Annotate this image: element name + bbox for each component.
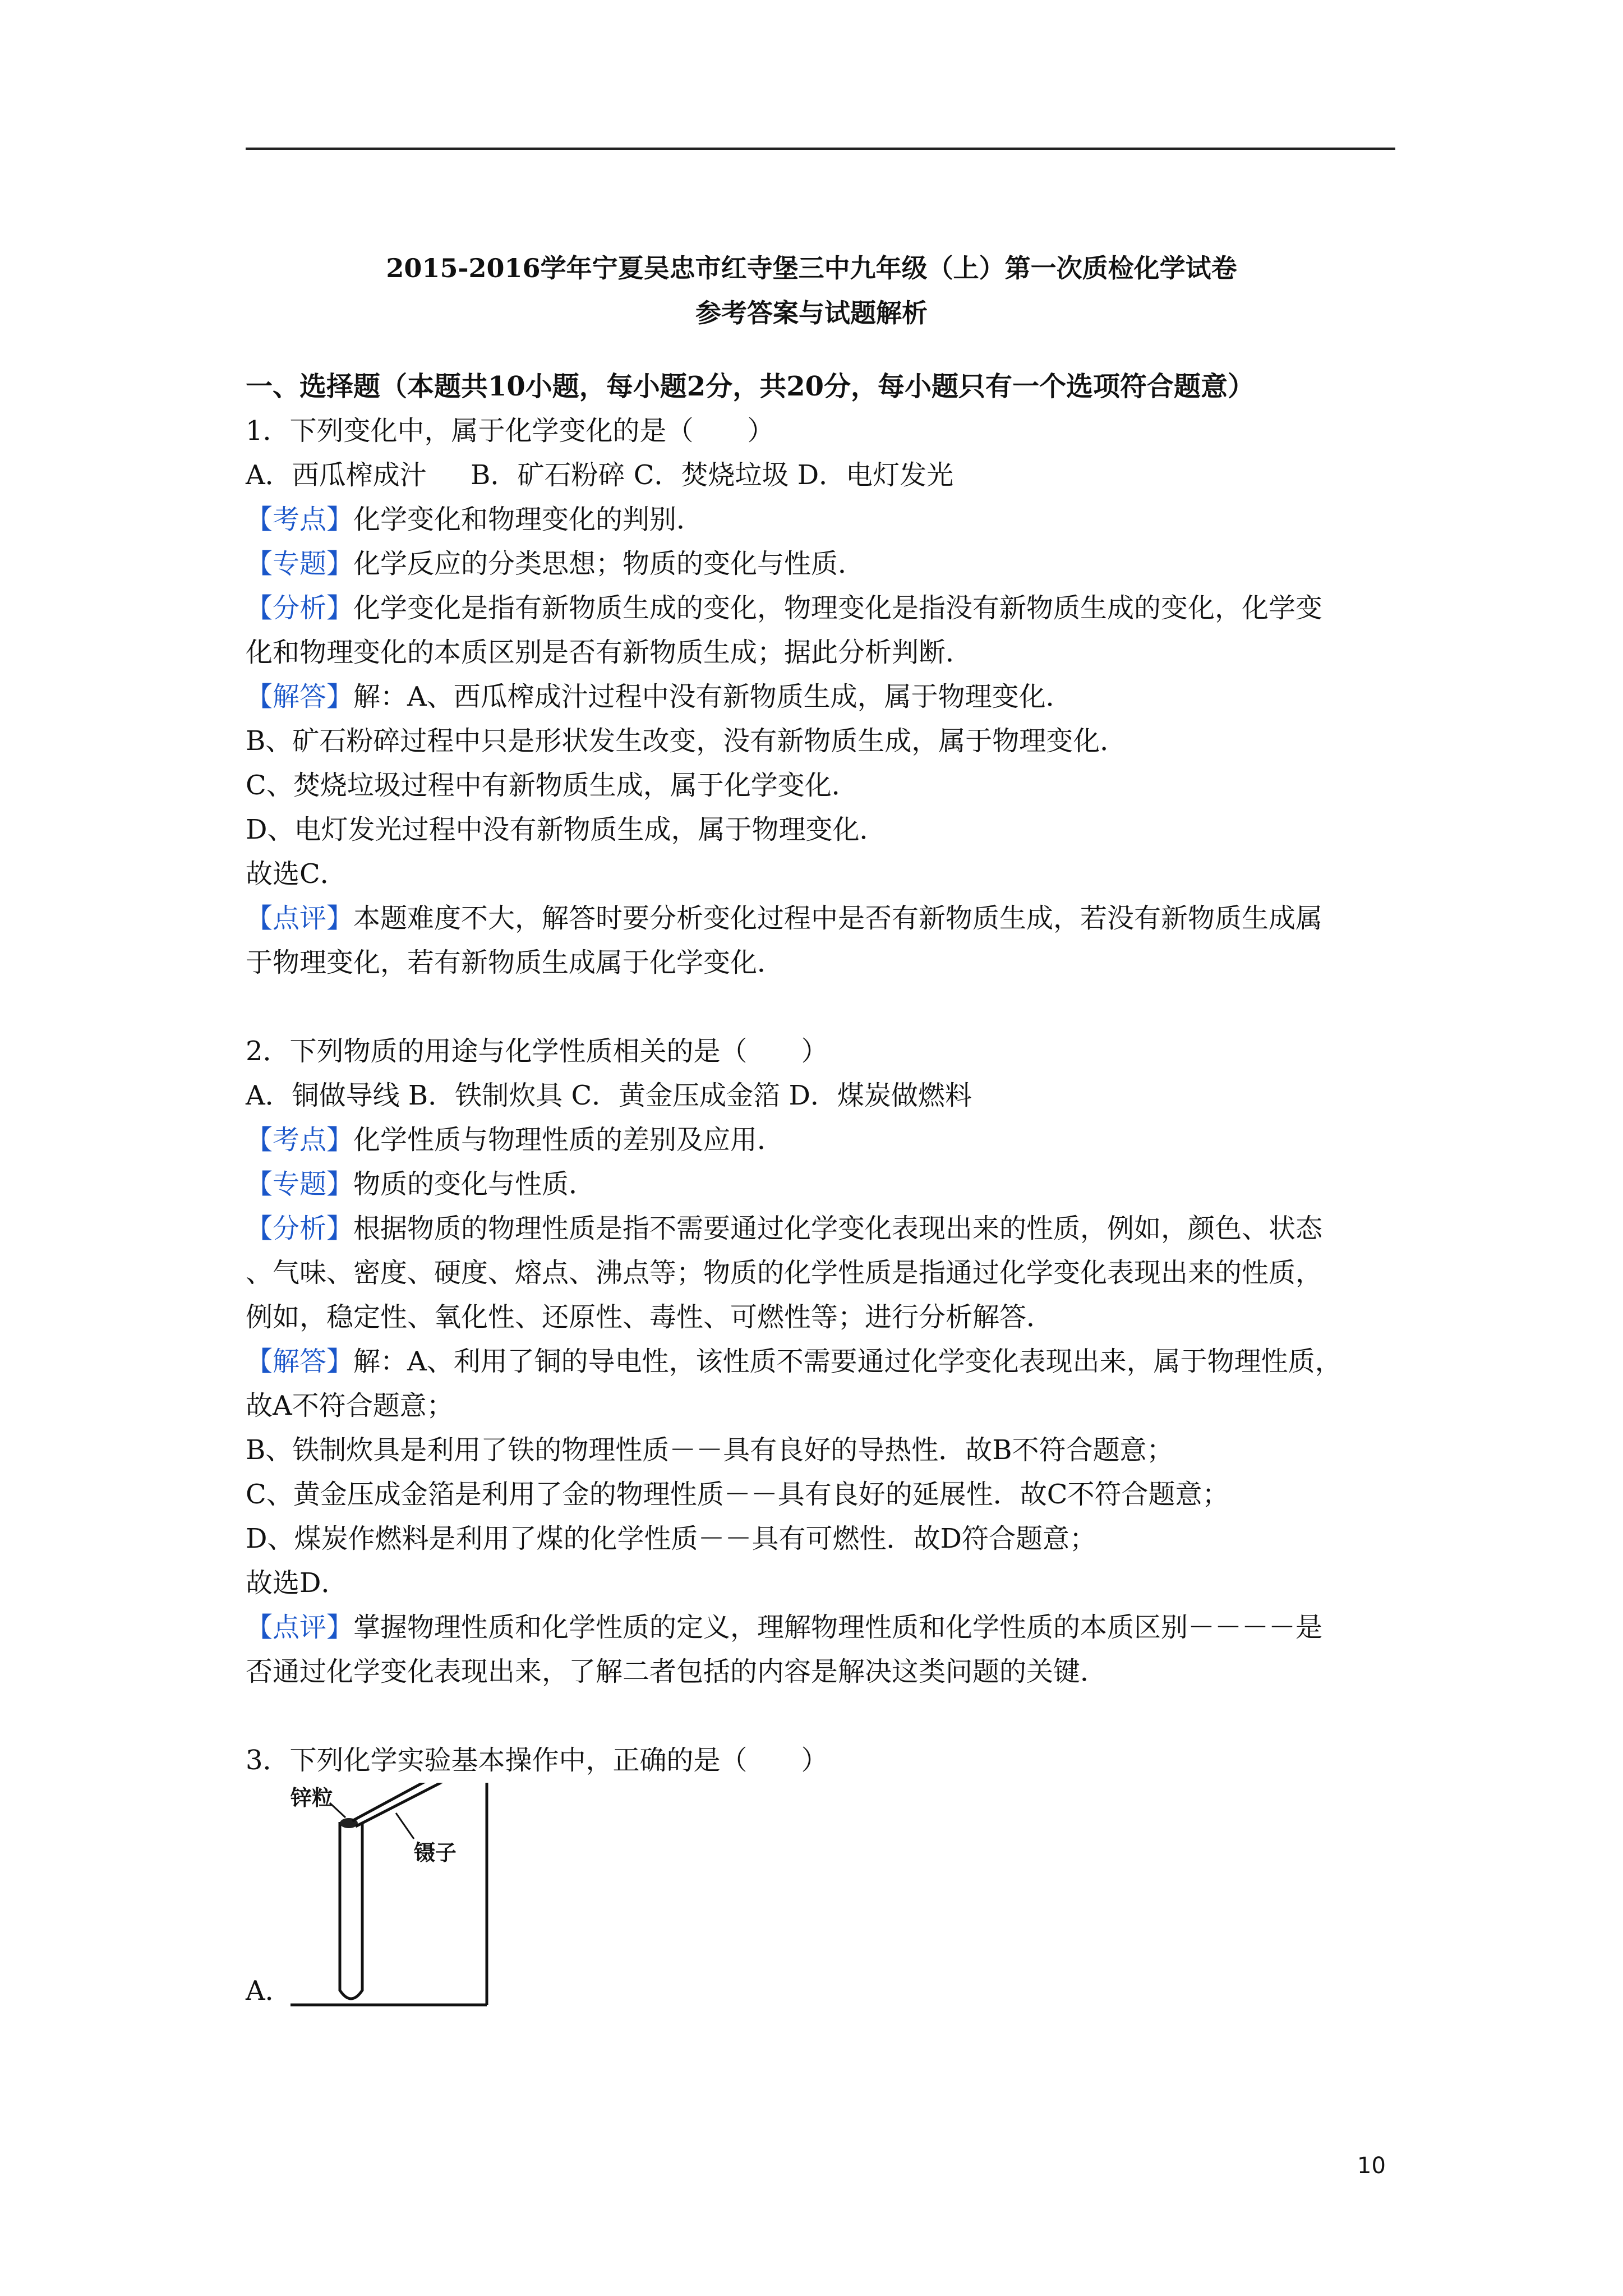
- q2-kaodian: [246, 1118, 1395, 1162]
- q2-dianping-tag: 【点评】: [246, 1612, 354, 1643]
- spacer: [246, 1694, 1395, 1738]
- q2-fenxi: [246, 1207, 1395, 1251]
- q1-kaodian: [246, 498, 1395, 542]
- q2-fenxi-text-1: 根据物质的物理性质是指不需要通过化学变化表现出来的性质，例如，颜色、状态: [353, 1213, 1323, 1244]
- q2-zhuanti: [246, 1162, 1395, 1207]
- q2-dianping-text-2: 否通过化学变化表现出来，了解二者包括的内容是解决这类问题的关键．: [246, 1656, 1108, 1687]
- q3-stem: 3．下列化学实验基本操作中，正确的是（ ）: [246, 1745, 828, 1776]
- q1-stem: 1．下列变化中，属于化学变化的是（ ）: [246, 415, 774, 447]
- document-title: 2015-2016学年宁夏吴忠市红寺堡三中九年级（上）第一次质检化学试卷: [386, 253, 1237, 283]
- q2-stem: 2．下列物质的用途与化学性质相关的是（ ）: [246, 1036, 828, 1067]
- q2-kaodian-tag: 【考点】: [246, 1124, 354, 1156]
- q1-zhuanti-text: 化学反应的分类思想；物质的变化与性质．: [353, 548, 865, 579]
- q1-fenxi-text-2: 化和物理变化的本质区别是否有新物质生成；据此分析判断．: [246, 637, 973, 668]
- q1-kaodian-text: 化学变化和物理变化的判别．: [353, 504, 704, 535]
- q1-jieda: [246, 675, 1395, 719]
- tweezers-icon: [352, 1783, 437, 1821]
- q1-fenxi-tag: 【分析】: [246, 592, 354, 624]
- test-tube-icon: [340, 1822, 362, 1999]
- header-rule: [246, 148, 1395, 150]
- q1-zhuanti-tag: 【专题】: [246, 548, 354, 579]
- q1-jieda-text-2: B、矿石粉碎过程中只是形状发生改变，没有新物质生成，属于物理变化．: [246, 725, 1127, 757]
- spacer: [246, 985, 1395, 1029]
- q1-jieda-text-1: 解：A、西瓜榨成汁过程中没有新物质生成，属于物理变化．: [353, 681, 1073, 712]
- q2-jieda: [246, 1340, 1395, 1384]
- q2-jieda-text-5: D、煤炭作燃料是利用了煤的化学性质－－具有可燃性．故D符合题意；: [246, 1523, 1096, 1554]
- q2-zhuanti-text: 物质的变化与性质．: [353, 1168, 596, 1200]
- q1-zhuanti: [246, 542, 1395, 586]
- tweezers-pointer: [396, 1813, 414, 1839]
- q2-dianping-text-1: 掌握物理性质和化学性质的定义，理解物理性质和化学性质的本质区别－－－－是: [353, 1612, 1323, 1643]
- q3-option-a-figure: [246, 1783, 1395, 2018]
- q2-jieda-text-4: C、黄金压成金箔是利用了金的物理性质－－具有良好的延展性．故C不符合题意；: [246, 1479, 1229, 1510]
- q1-jieda-tag: 【解答】: [246, 681, 354, 712]
- zinc-label: 锌粒: [291, 1785, 334, 1810]
- q2-kaodian-text: 化学性质与物理性质的差别及应用．: [353, 1124, 785, 1156]
- q1-dianping-text-1: 本题难度不大，解答时要分析变化过程中是否有新物质生成，若没有新物质生成属: [353, 903, 1323, 934]
- page-number: 10: [1357, 2153, 1386, 2179]
- q2-jieda-tag: 【解答】: [246, 1346, 354, 1377]
- section-heading: 一、选择题（本题共10小题，每小题2分，共20分，每小题只有一个选项符合题意）: [246, 371, 1255, 402]
- q2-fenxi-tag: 【分析】: [246, 1213, 354, 1244]
- q1-kaodian-tag: 【考点】: [246, 504, 354, 535]
- q3-option-a-label: A．: [246, 1975, 292, 2007]
- q1-fenxi-text-1: 化学变化是指有新物质生成的变化，物理变化是指没有新物质生成的变化，化学变: [353, 592, 1323, 624]
- q1-fenxi: [246, 586, 1395, 631]
- document-subtitle: 参考答案与试题解析: [695, 298, 928, 328]
- q2-jieda-text-3: B、铁制炊具是利用了铁的物理性质－－具有良好的导热性．故B不符合题意；: [246, 1434, 1174, 1466]
- q2-jieda-text-2: 故A不符合题意；: [246, 1390, 454, 1421]
- document-body: [246, 365, 1395, 2018]
- q2-jieda-text-1: 解：A、利用了铜的导电性，该性质不需要通过化学变化表现出来，属于物理性质，: [353, 1346, 1342, 1377]
- q2-dianping: [246, 1605, 1395, 1650]
- tweezers-label: 镊子: [414, 1840, 457, 1865]
- q1-jieda-text-3: C、焚烧垃圾过程中有新物质生成，属于化学变化．: [246, 770, 859, 801]
- q1-answer: 故选C．: [246, 858, 347, 890]
- q2-zhuanti-tag: 【专题】: [246, 1168, 354, 1200]
- q1-dianping-tag: 【点评】: [246, 903, 354, 934]
- q2-options: A．铜做导线 B．铁制炊具 C．黄金压成金箔 D．煤炭做燃料: [246, 1080, 972, 1111]
- q1-dianping: [246, 896, 1395, 941]
- q2-fenxi-text-2: 、气味、密度、硬度、熔点、沸点等；物质的化学性质是指通过化学变化表现出来的性质，: [246, 1257, 1323, 1289]
- q1-dianping-text-2: 于物理变化，若有新物质生成属于化学变化．: [246, 947, 785, 978]
- q2-answer: 故选D．: [246, 1567, 348, 1599]
- q1-options: A．西瓜榨成汁 B．矿石粉碎 C．焚烧垃圾 D．电灯发光: [246, 459, 954, 491]
- q2-fenxi-text-3: 例如，稳定性、氧化性、还原性、毒性、可燃性等；进行分析解答．: [246, 1301, 1054, 1333]
- q1-jieda-text-4: D、电灯发光过程中没有新物质生成，属于物理变化．: [246, 814, 887, 845]
